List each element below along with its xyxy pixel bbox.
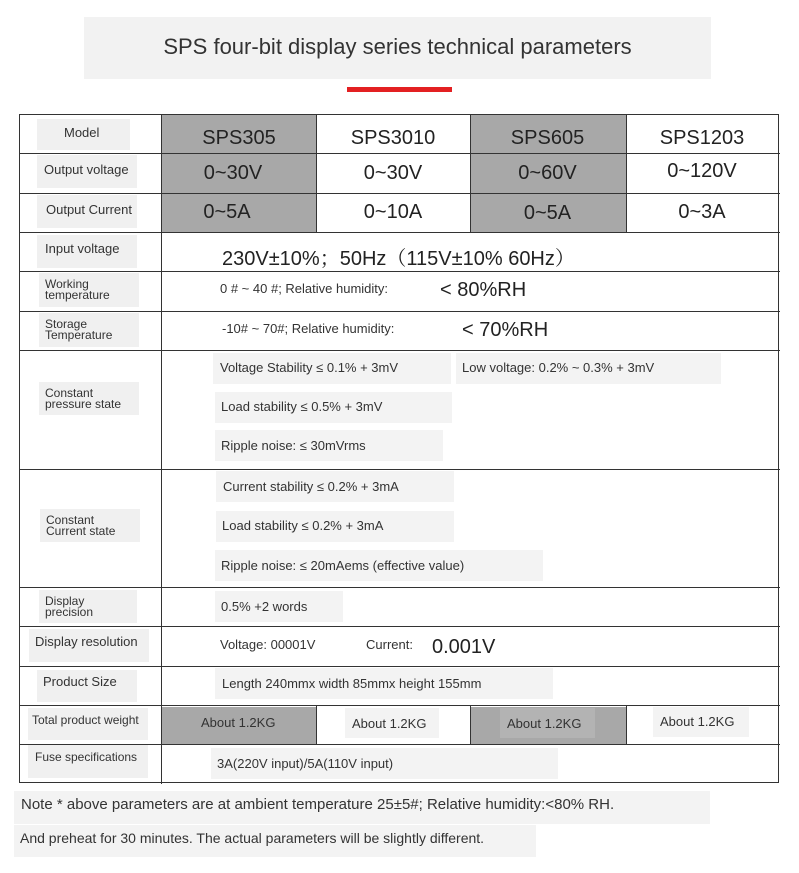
cc-line2: Current state <box>46 524 116 538</box>
cv-low-voltage: Low voltage: 0.2% ~ 0.3% + 3mV <box>462 360 655 375</box>
storage-temp-value: < 70%RH <box>462 319 549 341</box>
row-label-constant-current <box>40 509 140 542</box>
cv-line1: Constant <box>45 386 94 400</box>
row-divider <box>20 232 780 233</box>
precision-line2: precision <box>45 605 94 619</box>
cc-load-stability: Load stability ≤ 0.2% + 3mA <box>222 518 384 533</box>
input-voltage-value: 230V±10%；50Hz（115V±10% 60Hz） <box>222 248 575 270</box>
resolution-current-value: 0.001V <box>432 636 496 658</box>
row-divider <box>20 705 780 706</box>
storage-temp-line2: Temperature <box>45 328 113 342</box>
row-label-output-current: Output Current <box>37 195 137 228</box>
row-label-storage-temperature <box>39 313 139 347</box>
column-divider <box>626 705 627 744</box>
fuse-value: 3A(220V input)/5A(110V input) <box>217 756 394 771</box>
row-divider <box>20 469 780 470</box>
accent-bar <box>347 87 452 92</box>
cv-line2: pressure state <box>45 397 122 411</box>
cc-line1: Constant <box>46 513 95 527</box>
row-divider <box>20 193 780 194</box>
weight-sps305: About 1.2KG <box>201 715 276 730</box>
working-temp-line1: Working <box>45 277 89 291</box>
working-temp-value: < 80%RH <box>440 279 527 301</box>
cv-voltage-stability: Voltage Stability ≤ 0.1% + 3mV <box>220 360 399 375</box>
row-divider <box>20 271 780 272</box>
note-line-2: And preheat for 30 minutes. The actual parameters will be slightly different. <box>20 830 485 846</box>
weight-sps3010: About 1.2KG <box>352 716 427 731</box>
row-label-input-voltage: Input voltage <box>37 235 137 268</box>
output-voltage-sps1203: 0~120V <box>667 160 737 182</box>
row-label-product-weight: Total product weight <box>28 708 148 740</box>
model-sps1203: SPS1203 <box>659 127 745 149</box>
row-divider <box>20 311 780 312</box>
row-label-working-temperature <box>39 273 139 307</box>
weight-sps1203: About 1.2KG <box>660 714 735 729</box>
model-sps3010: SPS3010 <box>350 127 436 149</box>
cc-ripple: Ripple noise: ≤ 20mAems (effective value) <box>221 558 465 573</box>
precision-line1: Display <box>45 594 85 608</box>
page-title: SPS four-bit display series technical parameters <box>163 34 632 59</box>
row-label-display-resolution: Display resolution <box>29 629 149 662</box>
cv-load-stability: Load stability ≤ 0.5% + 3mV <box>221 399 383 414</box>
row-label-fuse: Fuse specifications <box>28 745 148 778</box>
note-line-1: Note * above parameters are at ambient temperature 25±5#; Relative humidity:<80% RH. <box>21 796 615 813</box>
resolution-voltage: Voltage: 00001V <box>220 637 316 652</box>
row-label-product-size: Product Size <box>37 670 137 702</box>
model-sps605: SPS605 <box>510 127 585 149</box>
row-divider <box>20 350 780 351</box>
storage-temp-line1: Storage <box>45 317 88 331</box>
column-divider <box>316 705 317 744</box>
working-temp-line2: temperature <box>45 288 110 302</box>
output-current-sps3010: 0~10A <box>363 201 423 223</box>
precision-value: 0.5% +2 words <box>221 599 308 614</box>
output-current-sps305: 0~5A <box>203 201 251 223</box>
row-divider <box>20 666 780 667</box>
working-temp-text: 0 # ~ 40 #; Relative humidity: <box>220 281 389 296</box>
model-sps305: SPS305 <box>202 127 276 149</box>
cc-current-stability: Current stability ≤ 0.2% + 3mA <box>223 479 399 494</box>
storage-temp-text: -10# ~ 70#; Relative humidity: <box>222 321 395 336</box>
row-divider <box>20 153 780 154</box>
output-voltage-sps605: 0~60V <box>518 162 577 184</box>
row-label-display-precision <box>39 590 137 623</box>
output-voltage-sps305: 0~30V <box>203 162 263 184</box>
row-label-model: Model <box>37 119 130 150</box>
resolution-current-label: Current: <box>366 637 413 652</box>
size-value: Length 240mmx width 85mmx height 155mm <box>222 676 482 691</box>
row-label-constant-voltage <box>39 382 139 415</box>
row-divider <box>20 626 780 627</box>
output-current-sps1203: 0~3A <box>678 201 726 223</box>
column-divider <box>470 705 471 744</box>
row-divider <box>20 587 780 588</box>
cv-ripple: Ripple noise: ≤ 30mVrms <box>221 438 366 453</box>
weight-sps605: About 1.2KG <box>507 716 582 731</box>
output-voltage-sps3010: 0~30V <box>363 162 423 184</box>
row-label-output-voltage: Output voltage <box>37 155 137 188</box>
output-current-sps605: 0~5A <box>523 202 572 224</box>
